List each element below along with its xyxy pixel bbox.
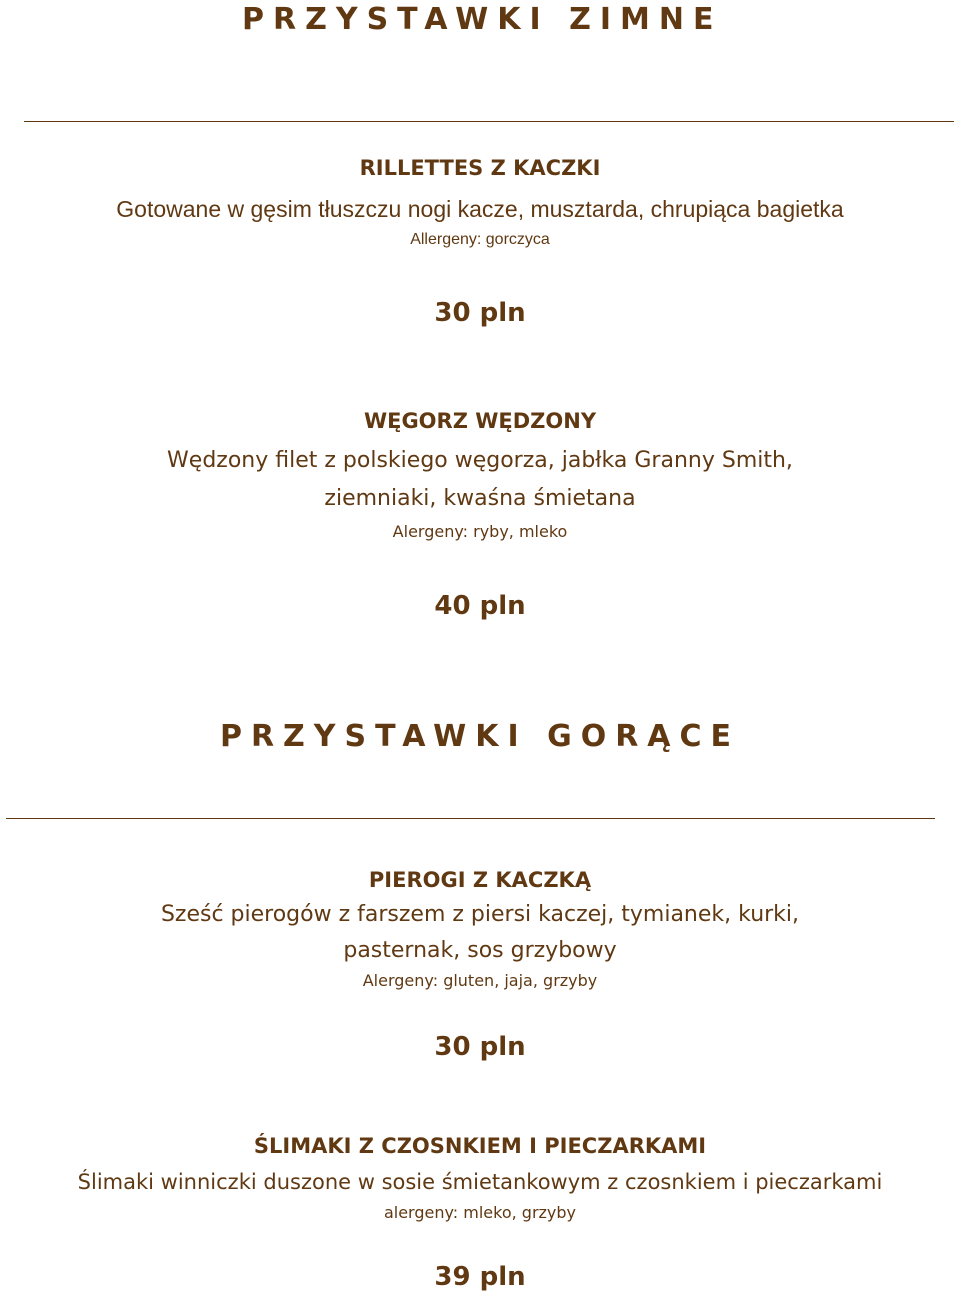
- dish-allergens: alergeny: mleko, grzyby: [383, 1203, 577, 1222]
- dish-description: Sześć pierogów z farszem z piersi kaczej, tymianek, kurki,: [160, 902, 800, 927]
- section-divider: [6, 818, 935, 819]
- section-title-hot-starters: PRZYSTAWKI GORĄCE: [219, 719, 741, 754]
- dish-name: ŚLIMAKI Z CZOSNKIEM I PIECZARKAMI: [253, 1134, 707, 1158]
- section-divider: [24, 121, 954, 122]
- dish-description: Ślimaki winniczki duszone w sosie śmietankowym z czosnkiem i pieczarkami: [77, 1170, 883, 1194]
- dish-name: RILLETTES Z KACZKI: [359, 156, 601, 180]
- dish-description: Gotowane w gęsim tłuszczu nogi kacze, musztarda, chrupiąca bagietka: [116, 196, 844, 222]
- dish-price: 30 pln: [434, 298, 526, 328]
- dish-description: pasternak, sos grzybowy: [343, 938, 617, 963]
- dish-allergens: Alergeny: gluten, jaja, grzyby: [362, 971, 598, 990]
- dish-description: Wędzony filet z polskiego węgorza, jabłka Granny Smith,: [167, 448, 793, 473]
- dish-description: ziemniaki, kwaśna śmietana: [324, 486, 636, 511]
- dish-allergens: Allergeny: gorczyca: [410, 231, 550, 248]
- dish-price: 30 pln: [434, 1032, 526, 1062]
- section-title-cold-starters: PRZYSTAWKI ZIMNE: [242, 2, 723, 37]
- dish-price: 40 pln: [434, 591, 526, 621]
- dish-name: WĘGORZ WĘDZONY: [363, 409, 597, 433]
- dish-allergens: Alergeny: ryby, mleko: [392, 522, 568, 541]
- dish-price: 39 pln: [434, 1262, 526, 1292]
- dish-name: PIEROGI Z KACZKĄ: [368, 868, 592, 892]
